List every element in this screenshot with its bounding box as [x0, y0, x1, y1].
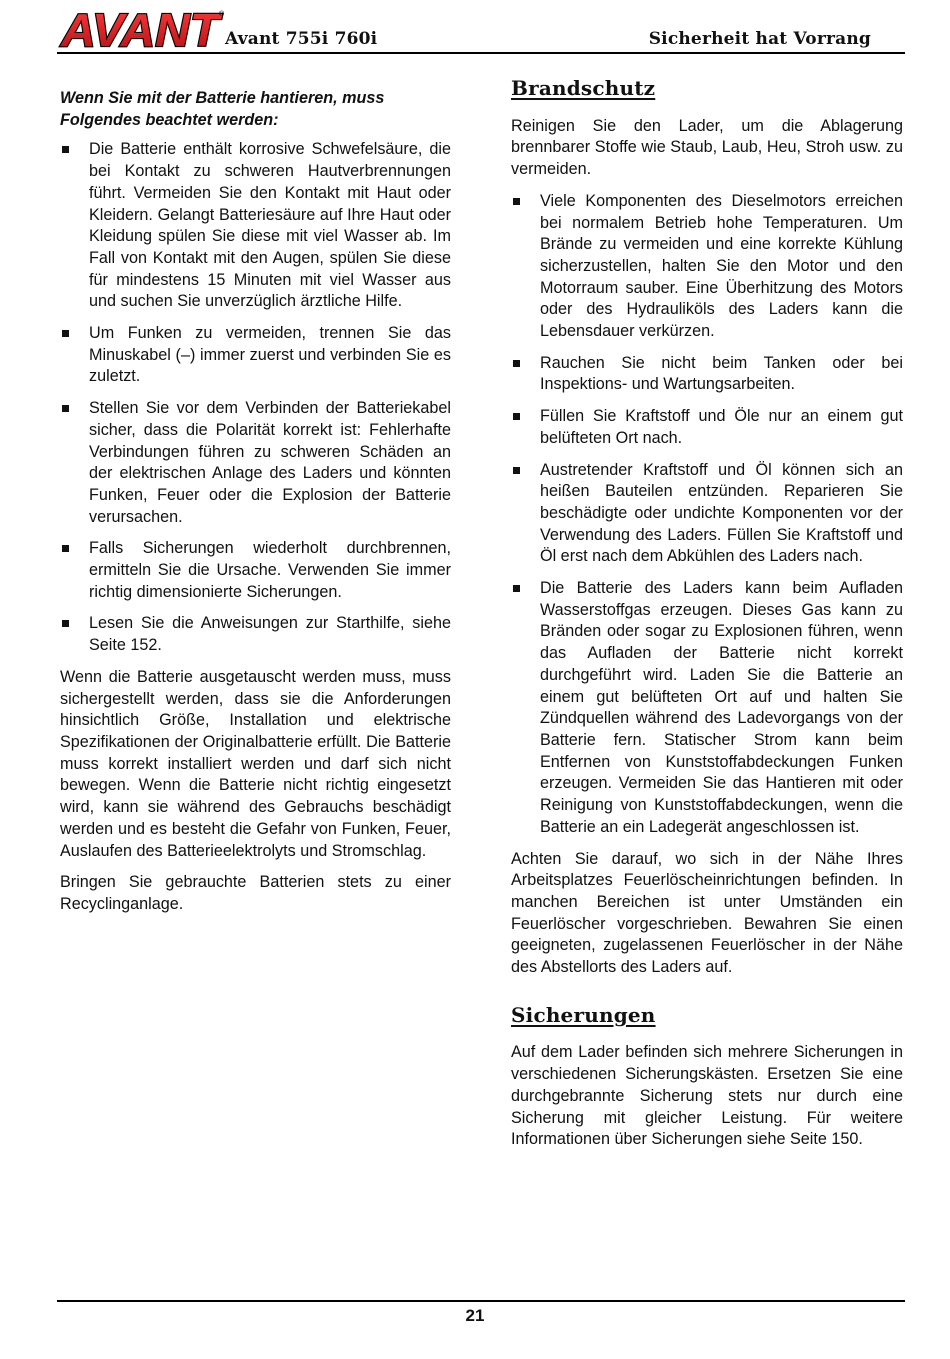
square-bullet-icon — [62, 330, 69, 337]
left-column — [60, 88, 451, 926]
square-bullet-icon — [62, 545, 69, 552]
bullet-text: Rauchen Sie nicht beim Tanken oder bei Inspektions- und Wartungsarbeiten. — [540, 353, 903, 394]
square-bullet-icon — [513, 360, 520, 367]
fire-extinguisher-paragraph: Achten Sie darauf, wo sich in der Nähe Ihres Arbeitsplatzes Feuerlöscheinrichtungen befinden. In manchen Bereichen ist unter Umständen ein Feuerlöscher vorgeschrieben. Bewahren Sie einen geeigneten, zugelassenen Feuerlöscher in der Nähe des Abstellorts des Laders auf. — [511, 849, 903, 977]
right-column — [511, 78, 903, 1161]
footer-rule — [57, 1300, 905, 1302]
battery-intro: Wenn Sie mit der Batterie hantieren, muss Folgendes beachtet werden: — [60, 89, 385, 129]
bullet-item — [511, 578, 903, 838]
bullet-text: Viele Komponenten des Dieselmotors erreichen bei normalem Betrieb hohe Temperaturen. Um Brände zu vermeiden und eine korrekte Kühlung sicherzustellen, halten Sie den Motor und den Motorraum sauber. Eine Überhitzung des Motors oder des Hydrauliköls des Laders kann die Lebensdauer verkürzen. — [540, 191, 903, 341]
section-title: Sicherheit hat Vorrang — [648, 29, 871, 49]
square-bullet-icon — [62, 620, 69, 627]
bullet-text: Die Batterie enthält korrosive Schwefelsäure, die bei Kontakt zu schweren Hautverbrennungen führt. Vermeiden Sie den Kontakt mit Haut oder Kleidern. Gelangt Batteriesäure auf Ihre Haut oder Kleidung spülen Sie diese mit viel Wasser ab. Im Fall von Kontakt mit den Augen, spülen Sie diese für mindestens 15 Minuten mit viel Wasser aus und suchen Sie unverzüglich ärztliche Hilfe. — [89, 140, 451, 311]
battery-recycling-paragraph: Bringen Sie gebrauchte Batterien stets zu einer Recyclinganlage. — [60, 873, 451, 913]
bullet-item — [60, 323, 451, 388]
fire-bullet-list — [511, 191, 903, 839]
page-header — [57, 6, 905, 54]
fire-protection-heading: Brandschutz — [511, 76, 656, 100]
fire-intro-paragraph: Reinigen Sie den Lader, um die Ablagerung brennbarer Stoffe wie Staub, Laub, Heu, Stroh usw. zu vermeiden. — [511, 116, 903, 179]
bullet-text: Austretender Kraftstoff und Öl können sich an heißen Bauteilen entzünden. Reparieren Sie beschädigte oder undichte Komponenten vor der Verwendung des Laders. Füllen Sie Kraftstoff und Öl erst nach dem Abkühlen des Laders nach. — [540, 460, 903, 566]
bullet-text: Um Funken zu vermeiden, trennen Sie das Minuskabel (–) immer zuerst und verbinden Sie es zuletzt. — [89, 324, 451, 386]
battery-replacement-paragraph: Wenn die Batterie ausgetauscht werden muss, muss sichergestellt werden, dass sie die Anforderungen hinsichtlich Größe, Installation und elektrische Spezifikationen der Originalbatterie erfüllt. Die Batterie muss korrekt installiert werden und darf sich nicht bewegen. Wenn die Batterie nicht richtig eingesetzt wird, kann sie während des Gebrauchs beschädigt werden und es besteht die Gefahr von Funken, Feuer, Auslaufen des Batterieelektrolyts und Stromschlag. — [60, 667, 451, 860]
square-bullet-icon — [62, 146, 69, 153]
bullet-item — [511, 406, 903, 449]
bullet-text: Falls Sicherungen wiederholt durchbrennen, ermitteln Sie die Ursache. Verwenden Sie immer richtig dimensionierte Sicherungen. — [89, 539, 451, 601]
bullet-text: Lesen Sie die Anweisungen zur Starthilfe, siehe Seite 152. — [89, 614, 451, 655]
bullet-item — [60, 538, 451, 603]
avant-logo-text: AVANT — [59, 6, 224, 50]
bullet-text: Die Batterie des Laders kann beim Aufladen Wasserstoffgas erzeugen. Dieses Gas kann zu Bränden oder sogar zu Explosionen führen, wenn das Aufladen der Batterie nicht korrekt durchgeführt wird. Laden Sie die Batterie an einem gut belüfteten Ort auf und halten Sie Zündquellen während des Ladevorgangs von der Batterie fern. Statischer Strom kann beim Entfernen von Kunststoffabdeckungen Funken erzeugen. Vermeiden Sie das Hantieren mit oder Reinigung von Kunststoffabdeckungen, wenn die Batterie an ein Ladegerät angeschlossen ist. — [540, 579, 903, 836]
fuses-paragraph: Auf dem Lader befinden sich mehrere Sicherungen in verschiedenen Sicherungskästen. Ersetzen Sie eine durchgebrannte Sicherung stets nur durch eine Sicherung mit gleicher Leistung. Für weitere Informationen über Sicherungen siehe Seite 150. — [511, 1043, 903, 1149]
bullet-item — [60, 139, 451, 313]
square-bullet-icon — [62, 405, 69, 412]
bullet-item — [60, 398, 451, 528]
bullet-item — [60, 613, 451, 656]
square-bullet-icon — [513, 585, 520, 592]
page-number: 21 — [465, 1306, 485, 1325]
bullet-item — [511, 191, 903, 343]
document-title: Avant 755i 760i — [225, 29, 378, 49]
bullet-item — [511, 460, 903, 569]
fuses-heading: Sicherungen — [511, 1002, 656, 1027]
bullet-item — [511, 353, 903, 396]
square-bullet-icon — [513, 198, 520, 205]
avant-logo — [57, 6, 225, 50]
battery-bullet-list — [60, 139, 451, 656]
bullet-text: Füllen Sie Kraftstoff und Öle nur an einem gut belüfteten Ort nach. — [540, 407, 903, 447]
square-bullet-icon — [513, 413, 520, 420]
square-bullet-icon — [513, 467, 520, 474]
svg-text:®: ® — [219, 11, 225, 18]
bullet-text: Stellen Sie vor dem Verbinden der Batteriekabel sicher, dass die Polarität korrekt ist: Fehlerhafte Verbindungen führen zu schweren Schäden an der elektrischen Anlage des Laders und könnten Funken, Feuer oder die Explosion der Batterie verursachen. — [89, 399, 451, 526]
